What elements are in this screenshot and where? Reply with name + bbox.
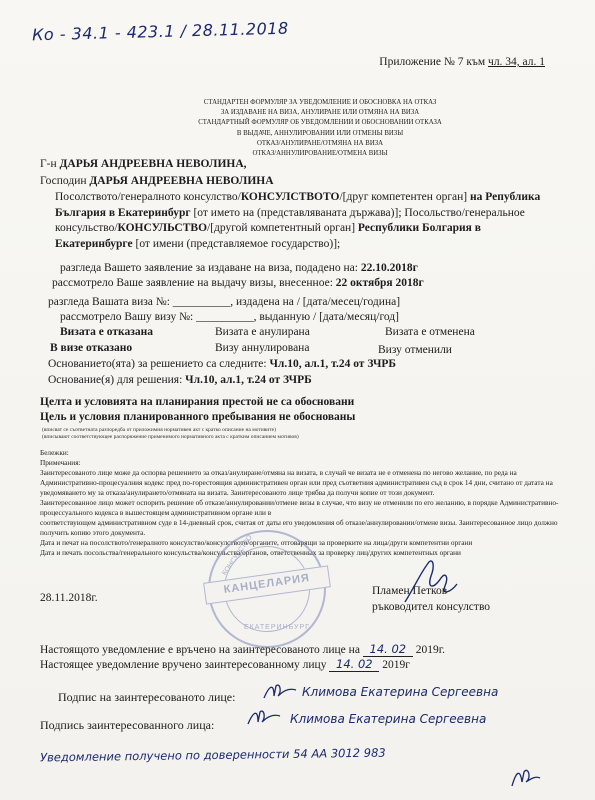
- authority-bold: Республики Болгария в Екатеринбурге: [55, 222, 481, 250]
- delivery-text: Настоящее уведомление вручено заинтересованному лицу: [40, 659, 330, 671]
- final-initials: [508, 764, 542, 792]
- delivery-ru: [40, 657, 410, 672]
- decision-annulled-bg: Визата е анулирана: [215, 326, 310, 338]
- review-date: 22.10.2018г: [360, 262, 418, 274]
- sign-label-ru: Подпись заинтересованного лица:: [40, 718, 215, 732]
- notes-paragraph: соответствующем административном суде в 14-дневный срок, считая от даты его уведомления об отказе/аннулировании/отмене визы. Заинтересованное лицо должно получить копию этого документа.: [40, 518, 558, 537]
- official-signature: [385, 556, 465, 606]
- sign-label-bg: Подпис на заинтересованото лице:: [58, 690, 236, 704]
- delivery-bg: [40, 642, 445, 657]
- review-text: разгледа Вашето заявление за издаване на виза, подадено на:: [60, 262, 361, 274]
- grounds-text: Основание(я) для решения:: [48, 374, 186, 386]
- annex-prefix: Приложение № 7 към: [379, 56, 489, 68]
- notes-paragraph: Дата и печать посольства/генерального консульства/консульства/органов, ответственных за проверку лиц/других компетентных органи: [40, 548, 461, 557]
- header-line: ЗА ИЗДАВАНЕ НА ВИЗА, АНУЛИРАНЕ ИЛИ ОТМЯНА НА ВИЗА: [220, 109, 420, 117]
- grounds-text: Основанието(ята) за решението са следните:: [48, 358, 270, 370]
- addressee-name: ДАРЬЯ АНДРЕЕВНА НЕВОЛИНА: [89, 175, 274, 187]
- applicant-name-handwritten-1: Климова Екатерина Сергеевна: [302, 685, 499, 699]
- proxy-note-handwritten: Уведомление получено по доверенности 54 АА 3012 983: [39, 745, 386, 765]
- annex-link: чл. 34, ал. 1: [488, 56, 545, 68]
- authority-bold: КОНСУЛЬСТВО: [117, 222, 208, 234]
- form-header: [150, 98, 490, 159]
- applicant-signature-2: [246, 706, 282, 730]
- delivery-year: 2019г: [379, 659, 410, 671]
- delivery-date-handwritten: 14. 02: [363, 642, 413, 657]
- authority-paragraph: [55, 190, 555, 252]
- notes-heading-bg: Бележки:: [40, 448, 69, 457]
- header-line: ОТКАЗ/АНУЛИРАНЕ/ОТМЯНА НА ВИЗА: [256, 139, 384, 147]
- stamp-label: КАНЦЕЛАРИЯ: [203, 565, 331, 604]
- consulate-stamp: [208, 530, 326, 648]
- decision-refused-ru: В визе отказано: [50, 342, 133, 354]
- visa-number-ru: рассмотрело Вашу визу №: __________, выданную / [дата/месяц/год]: [60, 311, 399, 323]
- notes-paragraph: Заинтересованное лицо может оспорить решение об отказе/аннулировании/отмене визы в случае, что визу не отменили по его желанию, в порядке Административно-процессуального кодекса в вышестоящем административном органе или в: [40, 498, 559, 517]
- addressee-prefix: Г-н: [40, 158, 60, 170]
- authority-text: [от името на (представляваната държава)]; Посольство/генеральное консульство/: [55, 206, 525, 234]
- notes-paragraph: Дата и печат на посолството/генералното консулство/консулството/органите, отговарящи за проверките на лица/други компетентни органи: [40, 538, 473, 547]
- annex-reference: [379, 56, 545, 68]
- authority-bold: на Република България в Екатеринбург: [55, 191, 541, 219]
- visa-number-bg: разгледа Вашата виза №: __________, издадена на / [дата/месец/година]: [48, 296, 401, 308]
- purpose-bg: Целта и условията на планирания престой не са обосновани: [40, 396, 355, 408]
- authority-text: /[друг компетентен орган]: [339, 191, 470, 203]
- review-date: 22 октября 2018г: [335, 277, 424, 289]
- delivery-year: 2019г.: [412, 644, 445, 656]
- addressee-bg: [40, 158, 247, 170]
- authority-text: [от имени (представляемое государство)];: [132, 237, 341, 250]
- notes-heading-ru: Примечания:: [40, 458, 81, 467]
- grounds-ru: [48, 374, 312, 386]
- authority-text: Посолството/генералното консулство/: [55, 191, 241, 203]
- signatory-name: Пламен Петков: [372, 585, 448, 597]
- addressee-ru: [40, 175, 274, 187]
- grounds-value: Чл.10, ал.1, т.24 от ЗЧРБ: [185, 374, 312, 386]
- purpose-ru: Цель и условия планированного пребывания не обоснованы: [40, 411, 356, 423]
- delivery-date-handwritten: 14. 02: [329, 657, 379, 672]
- stamp-city: ЕКАТЕРИНБУРГ: [244, 624, 310, 631]
- purpose-note-bg: (вписват се съответната разпоредба от приложимия нормативен акт с кратко описание на мотивите): [42, 427, 276, 433]
- authority-text: /[другой компетентный орган]: [207, 222, 358, 234]
- signature-date: 28.11.2018г.: [40, 592, 98, 604]
- review-line-ru: [52, 277, 424, 289]
- review-line-bg: [60, 262, 418, 274]
- applicant-signature-1: [262, 680, 298, 704]
- header-line: СТАНДАРТНЫЙ ФОРМУЛЯР ОБ УВЕДОМЛЕНИИ И ОБОСНОВАНИИ ОТКАЗА: [198, 119, 442, 127]
- decision-revoked-ru: Визу отменили: [378, 344, 452, 356]
- authority-bold: КОНСУЛСТВОТО: [240, 191, 340, 203]
- grounds-bg: [48, 358, 396, 370]
- notes-paragraph: Заинтересованото лице може да оспорва решението за отказ/анулиране/отмяна на визата, в случай че визата не е отменена по негово желание, по реда на Административно-процесуалния кодекс пред по-горестоящия административен орган или пред съответния административен съд в срок 14 дни, считано от датата на уведомяването му за отказа/анулирането/отмяната на визата. Заинтересованото лице трябва да получи копие от този документ.: [40, 468, 553, 497]
- applicant-name-handwritten-2: Климова Екатерина Сергеевна: [290, 712, 487, 726]
- purpose-note-ru: (вписывают соответствующее распоряжение применимого нормативного акта с кратким описанием мотивов): [42, 434, 299, 440]
- header-line: ОТКАЗ/АННУЛИРОВАНИЕ/ОТМЕНА ВИЗЫ: [252, 150, 388, 158]
- signatory-title: ръководител консулство: [372, 601, 491, 613]
- grounds-value: Чл.10, ал.1, т.24 от ЗЧРБ: [269, 358, 397, 370]
- header-line: СТАНДАРТЕН ФОРМУЛЯР ЗА УВЕДОМЛЕНИЕ И ОБОСНОВКА НА ОТКАЗ: [203, 99, 437, 106]
- header-line: В ВЫДАЧЕ, АННУЛИРОВАНИИ ИЛИ ОТМЕНЫ ВИЗЫ: [236, 129, 404, 137]
- decision-refused-bg: Визата е отказана: [60, 326, 153, 338]
- decision-annulled-ru: Визу аннулирована: [215, 342, 310, 354]
- addressee-prefix: Господин: [40, 175, 90, 187]
- decision-revoked-bg: Визата е отменена: [385, 326, 475, 338]
- review-text: рассмотрело Ваше заявление на выдачу визы, внесенное:: [52, 277, 336, 289]
- addressee-name: ДАРЬЯ АНДРЕЕВНА НЕВОЛИНА,: [59, 158, 247, 170]
- stamp-arc-text: КОНСУЛСТВО: [221, 534, 254, 577]
- delivery-text: Настоящото уведомление е връчено на заинтересованото лице на: [40, 644, 363, 656]
- handwritten-reference: Ко - 34.1 - 423.1 / 28.11.2018: [31, 18, 289, 45]
